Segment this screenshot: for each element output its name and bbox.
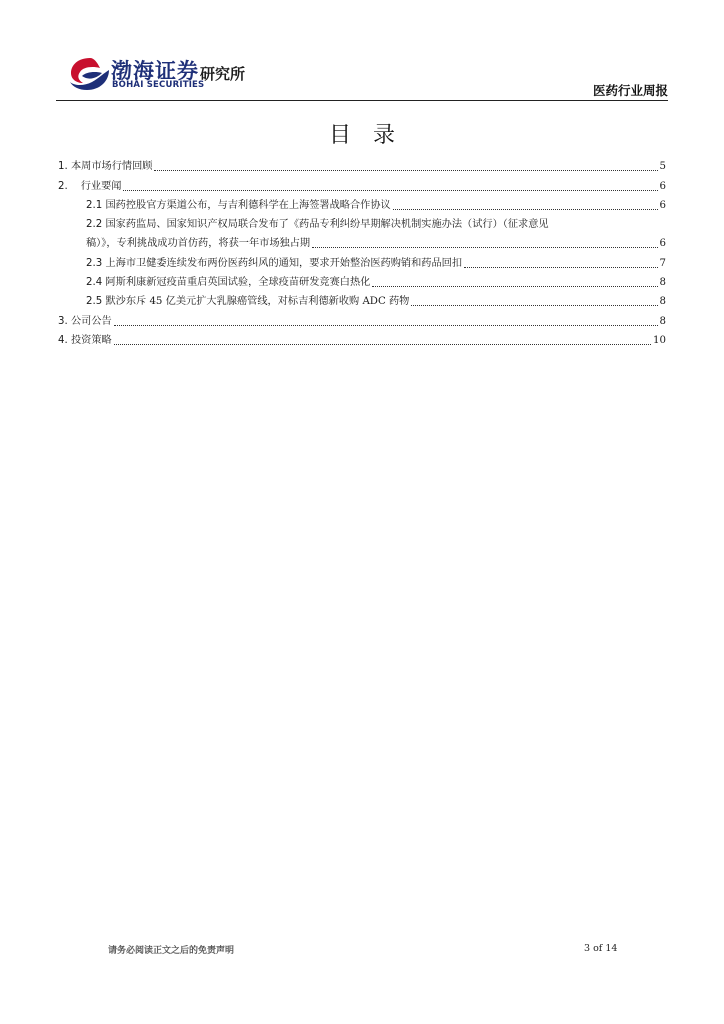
toc-entry[interactable] [58,155,666,174]
toc-entry-page: 7 [659,257,666,269]
toc-entry[interactable] [58,194,666,213]
toc-entry-label [86,237,310,251]
toc-entry-label [58,180,121,194]
toc-entry[interactable] [58,251,666,270]
toc-entry-page: 8 [659,296,666,308]
toc-entry-page: 8 [659,277,666,289]
toc-entry-text: 阿斯利康新冠疫苗重启英国试验，全球疫苗研发竞赛白热化 [105,277,371,289]
toc-entry-number: 2.1 [86,199,103,211]
header-divider [56,100,668,101]
toc-entry-text: 公司公告 [70,315,112,327]
toc-entry[interactable] [58,309,666,328]
toc-entry-text: 国家药监局、国家知识产权局联合发布了《药品专利纠纷早期解决机制实施办法（试行）（征求意见 [105,219,549,231]
toc-entry-label [58,334,112,348]
toc-entry-number: 2.5 [86,296,103,308]
toc-dot-leader [123,190,657,191]
table-of-contents [58,155,666,348]
toc-entry-number: 2.3 [86,257,103,269]
toc-entry-number: 2.2 [86,219,103,231]
toc-entry-text: 上海市卫健委连续发布两份医药纠风的通知，要求开始整治医药购销和药品回扣 [105,257,463,269]
toc-entry[interactable] [58,174,666,193]
toc-entry-label [86,218,549,232]
toc-dot-leader [114,325,658,326]
toc-entry-page: 6 [659,238,666,250]
toc-entry[interactable] [58,271,666,290]
toc-dot-leader [411,305,657,306]
toc-entry-text: 行业要闻 [80,180,122,192]
toc-entry[interactable] [58,232,666,251]
toc-entry[interactable] [58,213,666,232]
toc-entry-label [86,199,391,213]
toc-title: 目录 [328,123,417,148]
toc-entry-text: 投资策略 [70,334,112,346]
toc-entry-page: 6 [659,180,666,192]
toc-dot-leader [312,247,657,248]
toc-entry-label [86,276,370,290]
toc-dot-leader [114,344,651,345]
toc-entry-number: 1. [58,161,68,173]
toc-dot-leader [154,170,657,171]
bohai-logo-icon [68,54,112,94]
toc-entry-page: 10 [653,334,666,346]
toc-dot-leader [372,286,657,287]
toc-entry-label [86,295,409,309]
report-type: 医药行业周报 [592,83,668,98]
page-header [0,0,724,104]
toc-entry-number: 2. [58,180,68,192]
toc-entry-label [86,257,462,271]
toc-entry-number: 3. [58,315,68,327]
footer-page-number: 3 of 14 [584,943,618,954]
toc-entry-label [58,315,112,329]
logo-english-name: BOHAI SECURITIES [112,80,205,90]
toc-entry-label [58,160,152,174]
toc-entry-number: 4. [58,334,68,346]
toc-entry-text: 国药控股官方渠道公布，与吉利德科学在上海签署战略合作协议 [105,199,391,211]
toc-entry-text: 稿）》，专利挑战成功首仿药，将获一年市场独占期 [86,238,311,250]
toc-entry-text: 本周市场行情回顾 [70,161,153,173]
toc-entry-page: 6 [659,199,666,211]
toc-entry-text: 默沙东斥 45 亿美元扩大乳腺癌管线，对标吉利德新收购 ADC 药物 [105,296,410,308]
logo-chinese-name: 渤海证券 [111,59,199,83]
toc-entry-number: 2.4 [86,277,103,289]
toc-entry[interactable] [58,290,666,309]
toc-entry-page: 5 [659,161,666,173]
toc-dot-leader [393,209,658,210]
footer-disclaimer: 请务必阅读正文之后的免责声明 [108,946,235,956]
toc-entry[interactable] [58,329,666,348]
institute-name: 研究所 [200,65,246,83]
toc-entry-page: 8 [659,315,666,327]
toc-dot-leader [464,267,658,268]
